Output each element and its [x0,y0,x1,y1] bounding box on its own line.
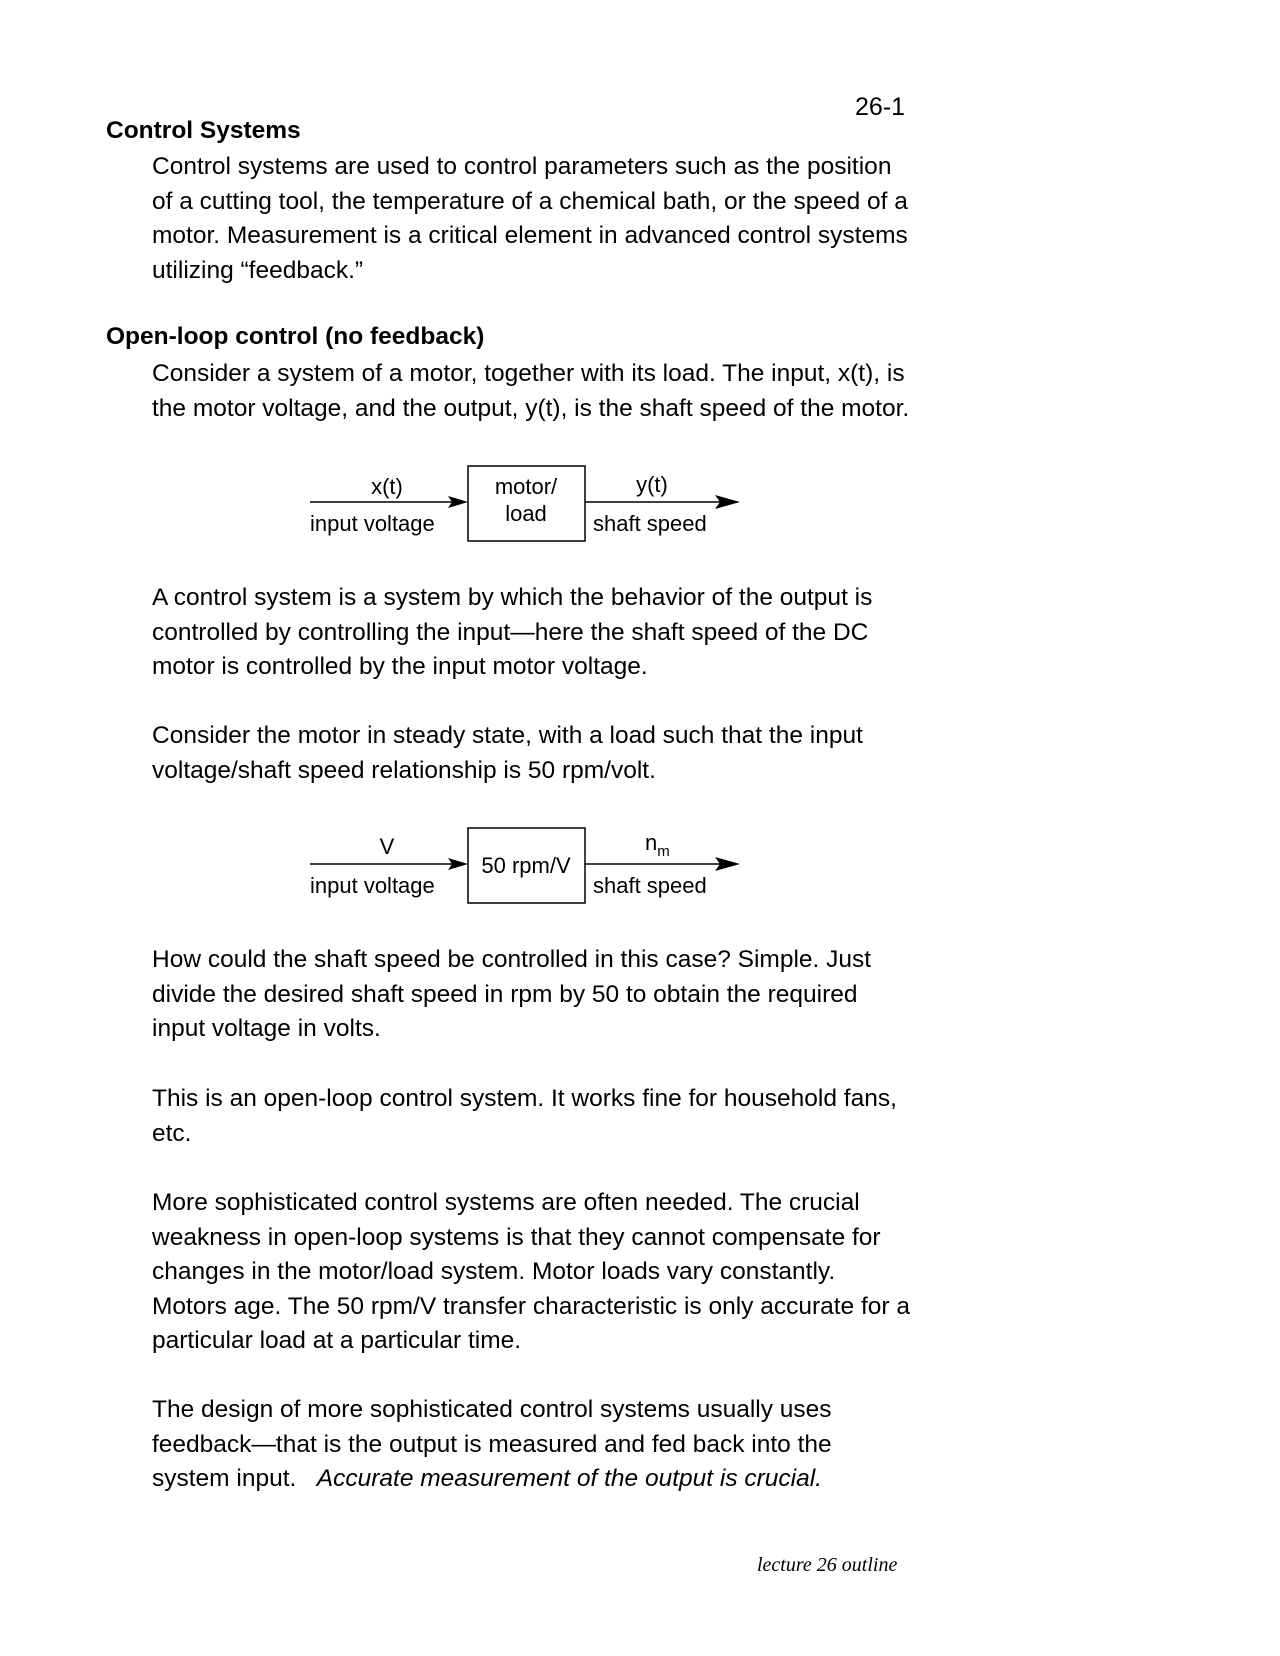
output-subscript: m [657,843,670,860]
block-label-line1: motor/ [494,474,558,499]
paragraph-text: How could the shaft speed be controlled in this case? Simple. Just divide the desired shaft speed in rpm by 50 to obtain the required input voltage in volts. [152,946,872,1042]
emphasis-text: Accurate measurement of the output is crucial. [316,1465,822,1492]
output-sublabel: shaft speed [593,511,707,536]
block-label: 50 rpm/V [481,853,571,878]
paragraph-text [152,1393,912,1497]
paragraph-text: More sophisticated control systems are often needed. The crucial weakness in open-loop systems is that they cannot compensate for changes in the motor/load system. Motor loads vary constantly. Motors age. The 50 rpm/V transfer characteristic is only accurate for a particular load at a particular time. [152,1189,911,1354]
paragraph-text: This is an open-loop control system. It works fine for household fans, etc. [152,1085,897,1147]
paragraph-motor-system [152,357,912,426]
paragraph-weakness [152,1186,912,1359]
input-sublabel: input voltage [310,873,435,898]
section-heading-open-loop: Open-loop control (no feedback) [106,323,485,350]
feedback-text: The design of more sophisticated control systems usually uses feedback—that is the output is measured and fed back into the system input. [152,1396,832,1492]
paragraph-text: A control system is a system by which the behavior of the output is controlled by controlling the input—here the shaft speed of the DC motor is controlled by the input motor voltage. [152,584,873,680]
paragraph-feedback [152,1393,912,1497]
output-label: y(t) [636,472,668,497]
block-diagram-transfer [300,820,760,910]
block-diagram-motor-load [300,458,760,548]
input-sublabel: input voltage [310,511,435,536]
paragraph-steady-state [152,719,912,788]
input-label: x(t) [371,474,403,499]
paragraph-open-loop-example [152,1082,912,1151]
paragraph-intro [152,150,912,288]
block-label-line2: load [505,501,547,526]
section-heading-control-systems: Control Systems [106,117,301,144]
output-symbol: n [645,830,658,855]
footer-text: lecture 26 outline [757,1554,898,1576]
paragraph-text: Consider a system of a motor, together with its load. The input, x(t), is the motor voltage, and the output, y(t), is the shaft speed of the motor. [152,360,910,422]
page-number: 26-1 [855,93,906,121]
paragraph-text: Consider the motor in steady state, with a load such that the input voltage/shaft speed relationship is 50 rpm/volt. [152,722,863,784]
input-label: V [379,834,395,859]
output-sublabel: shaft speed [593,873,707,898]
output-label [645,830,670,860]
paragraph-how-controlled [152,943,912,1047]
paragraph-text: Control systems are used to control parameters such as the position of a cutting tool, the temperature of a chemical bath, or the speed of a motor. Measurement is a critical element in advanced control systems utilizing “feedback.” [152,153,908,284]
paragraph-control-definition [152,581,912,685]
